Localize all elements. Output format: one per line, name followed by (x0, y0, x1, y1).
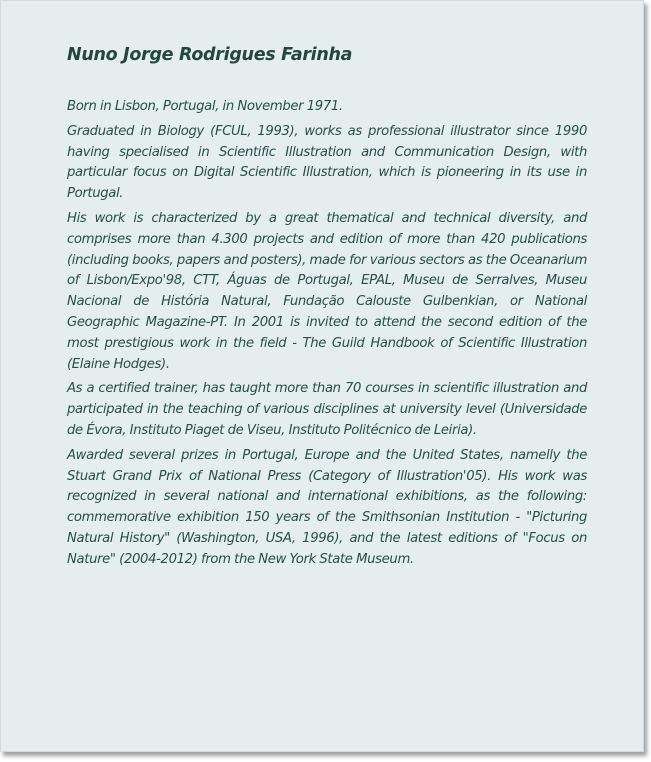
bio-text (67, 97, 587, 571)
bio-paragraph-education: Graduated in Biology (FCUL, 1993), works as professional illustrator since 1990 having specialised in Scientific Illustration and Communication Design, with particular focus on Digital Scientific Illustration, which is pioneering in its use in Portugal. (67, 123, 587, 202)
bio-content (67, 41, 587, 575)
page-title: Nuno Jorge Rodrigues Farinha (67, 45, 353, 65)
bio-paragraph-work: His work is characterized by a great thematical and technical diversity, and comprises more than 4.300 projects and edition of more than 420 publications (including books, papers and posters), made for various sectors as the Oceanarium of Lisbon/Expo'98, CTT, Águas de Portugal, EPAL, Museu de Serralves, Museu Nacional de História Natural, Fundação Calouste Gulbenkian, or National Geographic Magazine-PT. In 2001 is invited to attend the second edition of the most prestigious work in the field - The Guild Handbook of Scientific Illustration (Elaine Hodges). (67, 210, 587, 372)
bio-paragraph-birth: Born in Lisbon, Portugal, in November 1971. (67, 99, 343, 114)
bio-paragraph-awards: Awarded several prizes in Portugal, Europe and the United States, namelly the Stuart Grand Prix of National Press (Category of Illustration'05). His work was recognized in several national and international exhibitions, as the following: commemorative exhibition 150 years of the Smithsonian Institution - "Picturing Natural History" (Washington, USA, 1996), and the latest editions of "Focus on Nature" (2004-2012) from the New York State Museum. (67, 447, 587, 567)
bio-paragraph-teaching: As a certified trainer, has taught more than 70 courses in scientific illustration and participated in the teaching of various disciplines at university level (Universidade de Évora, Instituto Piaget de Viseu, Instituto Politécnico de Leiria). (67, 381, 587, 438)
